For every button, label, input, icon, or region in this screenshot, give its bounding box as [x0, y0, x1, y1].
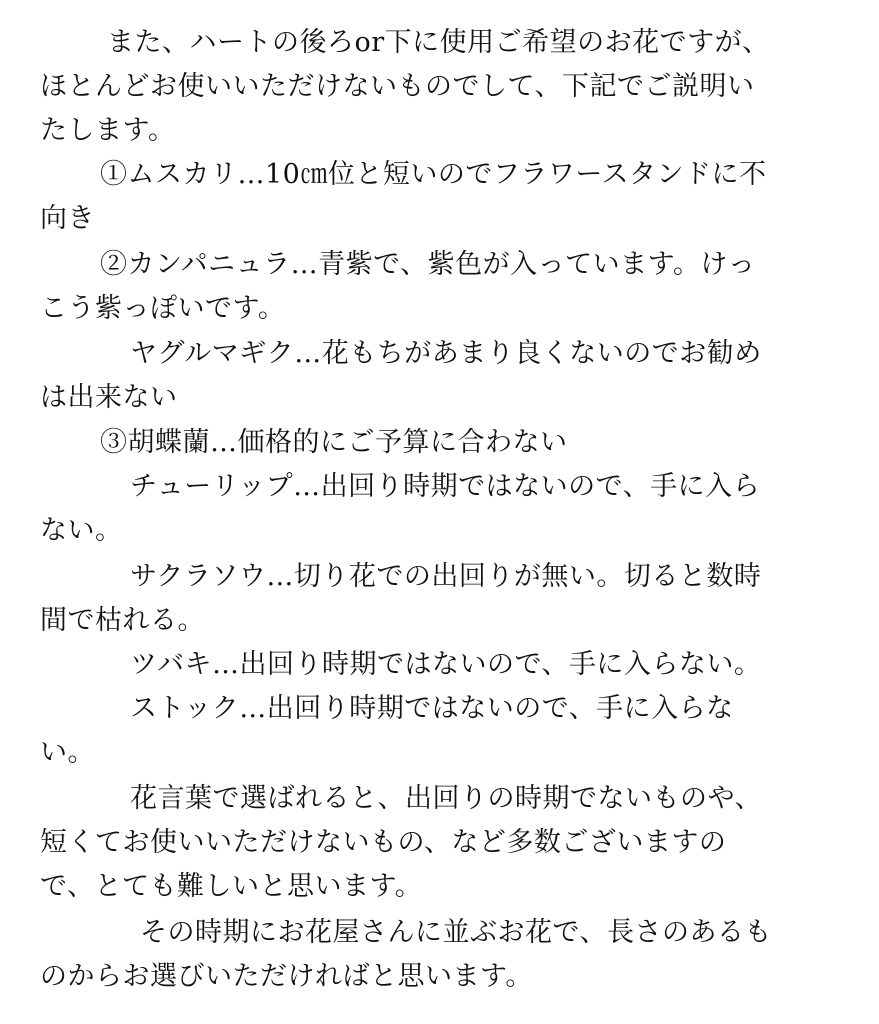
text-line: また、ハートの後ろor下に使用ご希望のお花ですが、 [107, 27, 770, 58]
text-line: ストック…出回り時期ではないので、手に入らな [130, 693, 734, 724]
text-line: こう紫っぽいです。 [40, 293, 286, 324]
text-line: チューリップ…出回り時期ではないので、手に入ら [130, 471, 761, 502]
text-line: は出来ない [40, 382, 178, 413]
text-line: その時期にお花屋さんに並ぶお花で、長さのあるも [140, 917, 772, 948]
text-line: たします。 [40, 115, 176, 146]
text-line: のからお選びいただければと思います。 [40, 961, 533, 992]
text-line: ③胡蝶蘭…価格的にご予算に合わない [100, 427, 568, 458]
text-line: 向き [40, 203, 95, 234]
text-line: ②カンパニュラ…青紫で、紫色が入っています。けっ [100, 249, 756, 280]
text-line: 間で枯れる。 [40, 605, 205, 636]
text-line: ほとんどお使いいただけないものでして、下記でご説明い [40, 71, 755, 102]
text-line: ない。 [40, 515, 123, 546]
text-line: ツバキ…出回り時期ではないので、手に入らない。 [130, 649, 762, 680]
text-line: サクラソウ…切り花での出回りが無い。切ると数時 [130, 561, 762, 592]
text-line: ①ムスカリ…10㎝位と短いのでフラワースタンドに不 [100, 159, 767, 190]
text-line: い。 [40, 737, 95, 768]
text-line: 花言葉で選ばれると、出回りの時期でないものや、 [130, 783, 762, 814]
text-line: ヤグルマギク…花もちがあまり良くないのでお勧め [130, 338, 762, 369]
text-line: 短くてお使いいただけないもの、など多数ございますの [40, 827, 727, 858]
text-line: で、とても難しいと思います。 [40, 871, 423, 902]
